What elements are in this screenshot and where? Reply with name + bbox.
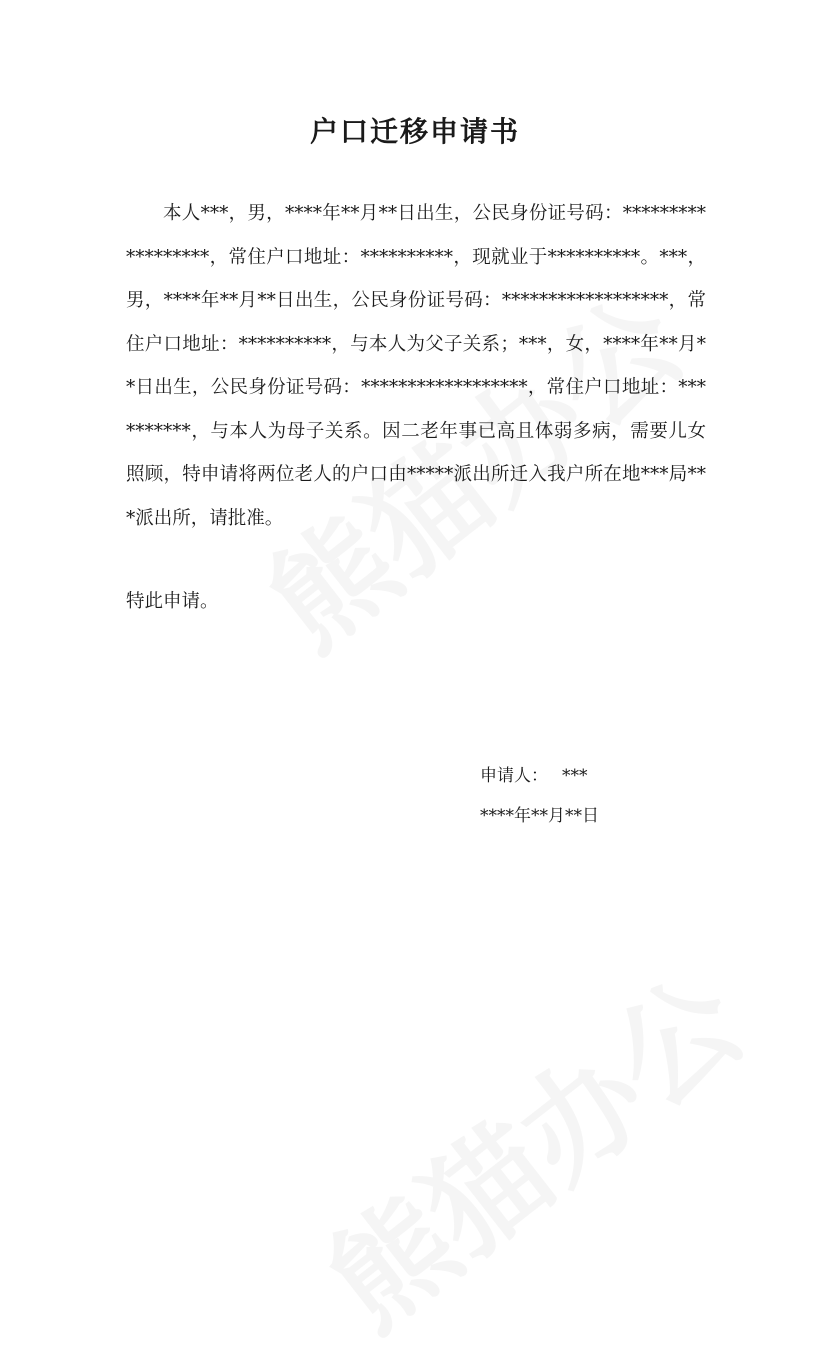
applicant-row — [480, 756, 599, 796]
closing-line: 特此申请。 — [126, 591, 219, 612]
document-title: 户口迁移申请书 — [309, 115, 520, 148]
body-paragraph: 本人***，男，****年**月**日出生，公民身份证号码：******************，常住户口地址：**********，现就业于**********。***，男，****年**月**日出生，公民身份证号码：******************，常住户口地址：**********，与本人为父子关系；***，女，****年**月**日出生，公民身份证号码：******************，常住户口地址：**********，与本人为母子关系。因二老年事已高且体弱多病，需要儿女照顾，特申请将两位老人的户口由*****派出所迁入我户所在地***局***派出所，请批准。 — [126, 203, 706, 529]
signature-date: ****年**月**日 — [480, 806, 599, 826]
signature-block — [480, 756, 599, 836]
watermark — [288, 930, 772, 1361]
applicant-value: *** — [562, 766, 588, 786]
applicant-label: 申请人： — [480, 766, 548, 786]
date-row — [480, 796, 599, 836]
